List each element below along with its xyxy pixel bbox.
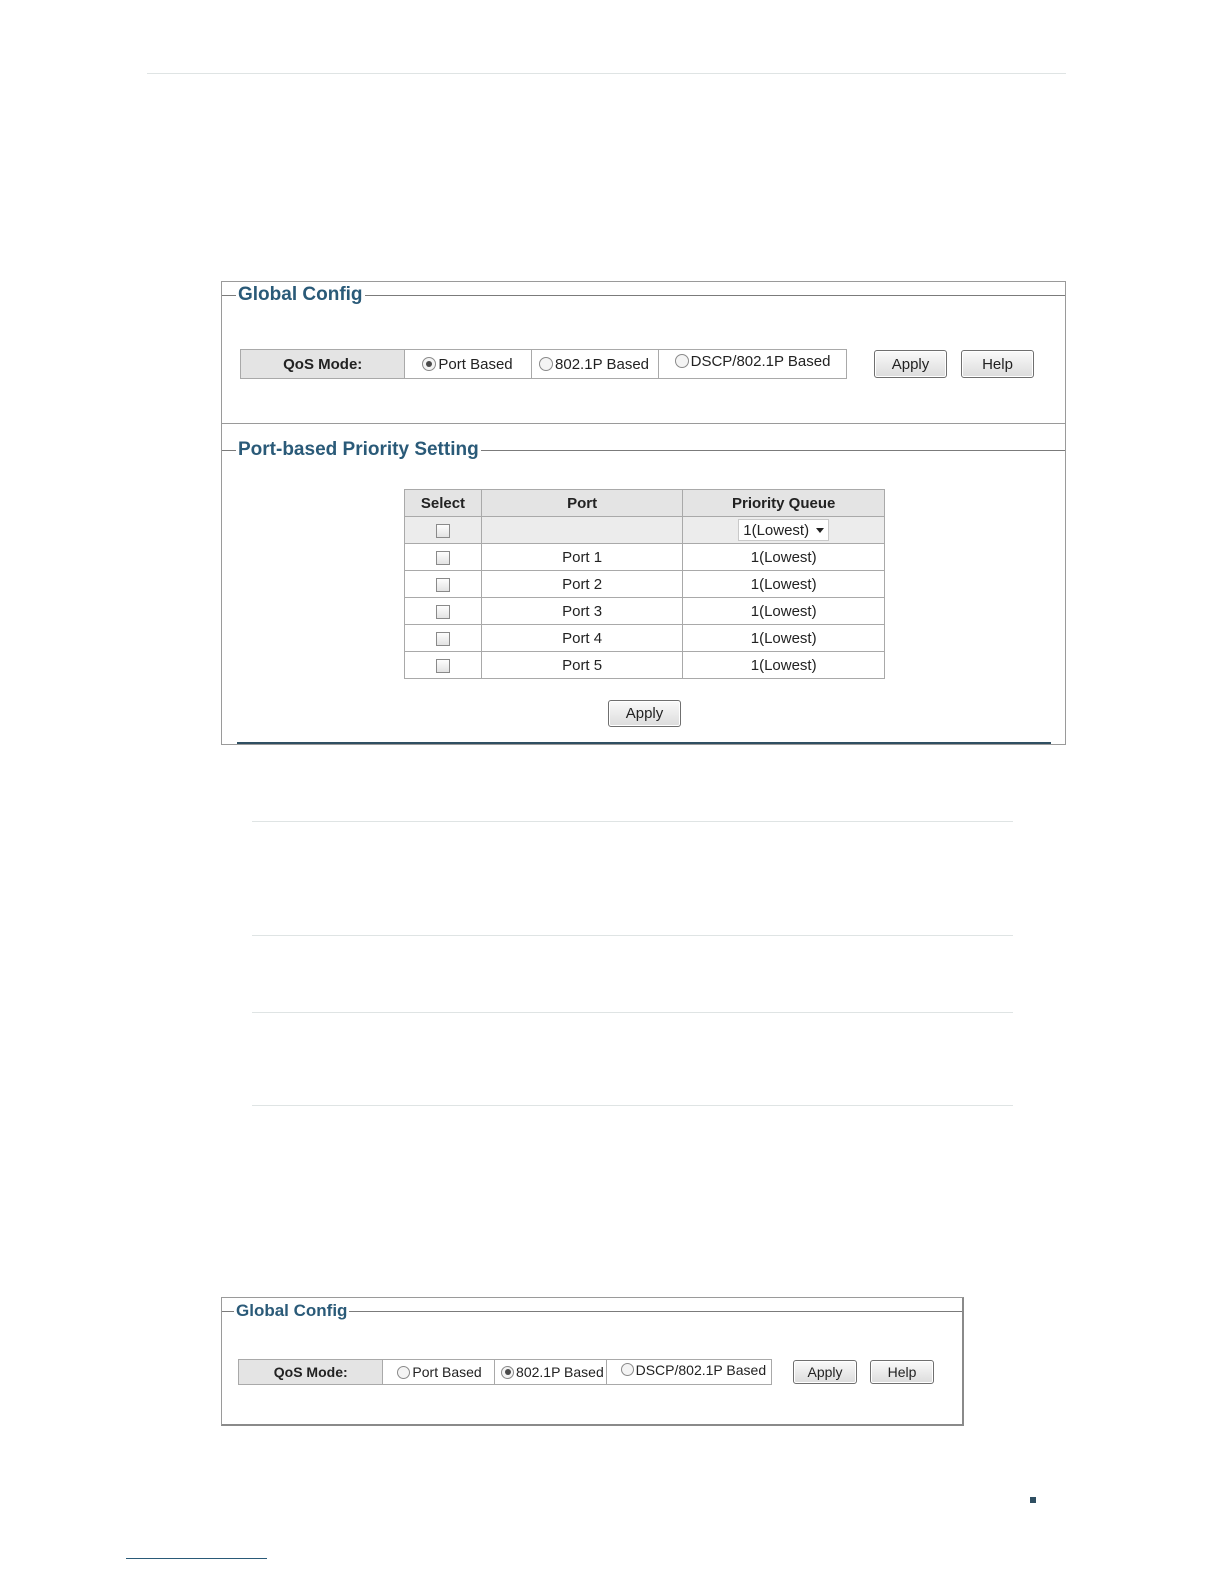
port-priority-panel (221, 423, 1066, 745)
port-cell: Port 3 (481, 598, 682, 625)
table-row (405, 571, 885, 598)
qos-mode-label: QoS Mode: (239, 1360, 383, 1384)
mode-label: Port Based (412, 1364, 482, 1380)
section-rule (252, 935, 1013, 936)
qos-mode-row (238, 1359, 772, 1385)
select-value: 1(Lowest) (743, 521, 810, 539)
radio-icon[interactable] (539, 357, 553, 371)
radio-selected-icon[interactable] (501, 1366, 514, 1379)
help-button[interactable]: Help (961, 350, 1034, 378)
col-priority-queue: Priority Queue (683, 490, 885, 517)
radio-icon[interactable] (621, 1363, 634, 1376)
help-button[interactable]: Help (870, 1360, 934, 1384)
global-config-panel (221, 281, 1066, 424)
queue-cell: 1(Lowest) (683, 625, 885, 652)
queue-cell: 1(Lowest) (683, 598, 885, 625)
priority-queue-select[interactable] (738, 519, 829, 541)
mode-label: DSCP/802.1P Based (635, 1362, 767, 1378)
radio-icon[interactable] (397, 1366, 410, 1379)
queue-cell: 1(Lowest) (683, 652, 885, 679)
mode-port-based[interactable] (383, 1360, 495, 1384)
mode-label: 802.1P Based (516, 1364, 604, 1380)
mode-port-based[interactable] (405, 350, 532, 378)
row-checkbox[interactable] (436, 632, 450, 646)
global-config-legend: Global Config (236, 1301, 348, 1320)
port-cell: Port 2 (481, 571, 682, 598)
table-row (405, 652, 885, 679)
section-rule (252, 1105, 1013, 1106)
qos-mode-label: QoS Mode: (241, 350, 405, 378)
select-all-checkbox[interactable] (436, 524, 450, 538)
port-cell: Port 5 (481, 652, 682, 679)
panel-bottom-rule (237, 742, 1051, 744)
mode-label: DSCP/802.1P Based (690, 353, 831, 370)
mode-8021p-based[interactable] (495, 1360, 607, 1384)
chevron-down-icon (816, 528, 824, 533)
table-apply-button[interactable]: Apply (608, 700, 681, 727)
table-row (405, 598, 885, 625)
col-port: Port (481, 490, 682, 517)
priority-table (404, 489, 885, 679)
row-checkbox[interactable] (436, 605, 450, 619)
mode-label: Port Based (438, 355, 513, 373)
table-row (405, 625, 885, 652)
section-rule (252, 1012, 1013, 1013)
page-top-rule (147, 73, 1066, 74)
table-row (405, 544, 885, 571)
mode-8021p-based[interactable] (532, 350, 659, 378)
mode-dscp-8021p-based[interactable] (607, 1360, 771, 1384)
global-config-legend: Global Config (238, 284, 363, 305)
port-cell: Port 1 (481, 544, 682, 571)
row-checkbox[interactable] (436, 551, 450, 565)
port-priority-legend: Port-based Priority Setting (238, 439, 479, 460)
mode-label: 802.1P Based (555, 355, 650, 373)
row-checkbox[interactable] (436, 578, 450, 592)
global-config-panel-2 (221, 1297, 964, 1426)
page-marker-icon (1030, 1497, 1036, 1503)
row-checkbox[interactable] (436, 659, 450, 673)
radio-selected-icon[interactable] (422, 357, 436, 371)
section-rule (252, 821, 1013, 822)
apply-button[interactable]: Apply (793, 1360, 857, 1384)
apply-button[interactable]: Apply (874, 350, 947, 378)
port-cell: Port 4 (481, 625, 682, 652)
mode-dscp-8021p-based[interactable] (659, 350, 846, 378)
radio-icon[interactable] (675, 354, 689, 368)
qos-mode-row (240, 349, 847, 379)
queue-cell: 1(Lowest) (683, 571, 885, 598)
select-all-row (405, 517, 885, 544)
table-header (405, 490, 885, 517)
col-select: Select (405, 490, 482, 517)
queue-cell: 1(Lowest) (683, 544, 885, 571)
footer-rule (126, 1558, 267, 1559)
